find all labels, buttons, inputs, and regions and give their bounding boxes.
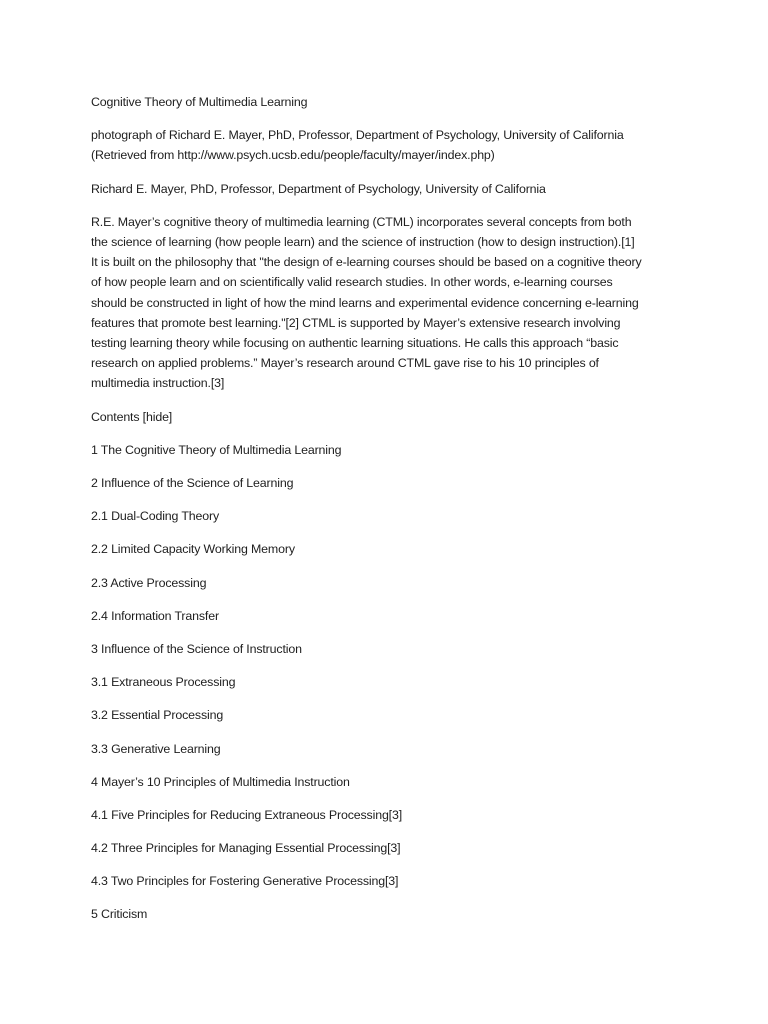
toc-item: 4.1 Five Principles for Reducing Extraneous Processing[3] [91, 807, 403, 822]
toc-item: 2.3 Active Processing [91, 575, 207, 590]
toc-item: 3 Influence of the Science of Instruction [91, 641, 302, 656]
toc-item: 2.2 Limited Capacity Working Memory [91, 542, 295, 557]
intro-line: testing learning theory while focusing on authentic learning situations. He calls this approach “basic [91, 336, 619, 351]
photo-caption-line: photograph of Richard E. Mayer, PhD, Professor, Department of Psychology, University of California [91, 128, 624, 143]
intro-line: the science of learning (how people learn) and the science of instruction (how to design instruction).[1] [91, 235, 635, 250]
intro-line: research on applied problems.” Mayer’s research around CTML gave rise to his 10 principles of [91, 356, 599, 371]
toc-item: 4 Mayer’s 10 Principles of Multimedia Instruction [91, 774, 350, 789]
toc-item: 2 Influence of the Science of Learning [91, 476, 294, 491]
toc-item: 3.2 Essential Processing [91, 708, 224, 723]
photo-caption-line: (Retrieved from http://www.psych.ucsb.edu/people/faculty/mayer/index.php) [91, 148, 495, 163]
intro-line: of how people learn and on scientifically valid research studies. In other words, e-learning courses [91, 275, 613, 290]
author-line: Richard E. Mayer, PhD, Professor, Department of Psychology, University of California [91, 181, 546, 196]
toc-item: 3.1 Extraneous Processing [91, 675, 236, 690]
intro-line: R.E. Mayer’s cognitive theory of multimedia learning (CTML) incorporates several concepts from both [91, 214, 632, 229]
photo-caption [91, 125, 681, 165]
contents-heading: Contents [hide] [91, 409, 173, 424]
intro-line: should be constructed in light of how the mind learns and experimental evidence concerning e-learning [91, 295, 639, 310]
toc-item: 3.3 Generative Learning [91, 741, 221, 756]
intro-line: features that promote best learning."[2] CTML is supported by Mayer’s extensive research involving [91, 315, 621, 330]
toc-item: 4.3 Two Principles for Fostering Generative Processing[3] [91, 874, 399, 889]
intro-line: It is built on the philosophy that "the design of e-learning courses should be based on a cognitive theory [91, 255, 642, 270]
toc-item: 2.4 Information Transfer [91, 608, 219, 623]
document-body [91, 92, 681, 938]
toc-item: 1 The Cognitive Theory of Multimedia Learning [91, 442, 342, 457]
intro-line: multimedia instruction.[3] [91, 376, 225, 391]
document-title: Cognitive Theory of Multimedia Learning [91, 95, 308, 109]
toc-item: 4.2 Three Principles for Managing Essential Processing[3] [91, 841, 401, 856]
toc-item: 2.1 Dual-Coding Theory [91, 509, 220, 524]
intro-paragraph [91, 212, 681, 394]
toc-item: 5 Criticism [91, 907, 148, 922]
